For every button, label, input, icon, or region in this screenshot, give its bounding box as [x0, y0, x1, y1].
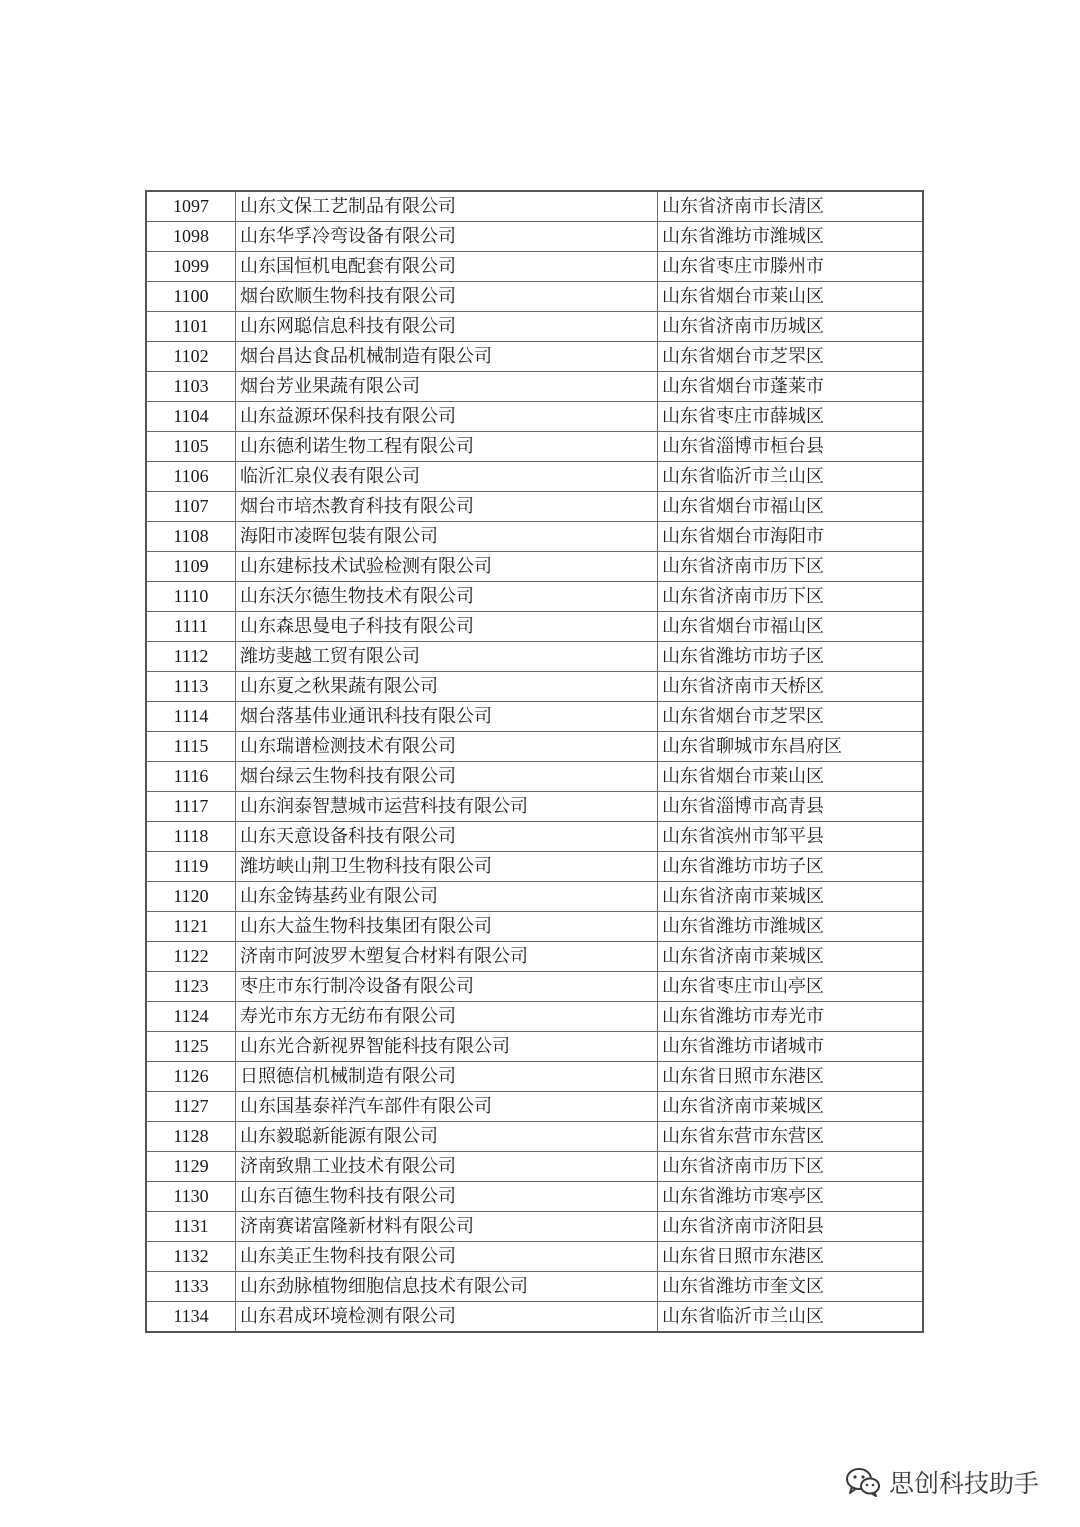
table-row: [146, 402, 923, 432]
company-list-table: [145, 190, 924, 1333]
row-number-cell: 1119: [146, 852, 236, 882]
watermark: [845, 1462, 1039, 1502]
table-row: [146, 252, 923, 282]
location-cell: 山东省济南市济阳县: [658, 1212, 924, 1242]
table-body: [146, 191, 923, 1332]
location-cell: 山东省临沂市兰山区: [658, 1302, 924, 1333]
row-number-cell: 1130: [146, 1182, 236, 1212]
row-number-cell: 1123: [146, 972, 236, 1002]
table-row: [146, 1272, 923, 1302]
row-number-cell: 1116: [146, 762, 236, 792]
company-name-cell: 山东润泰智慧城市运营科技有限公司: [236, 792, 658, 822]
table-row: [146, 372, 923, 402]
row-number-cell: 1098: [146, 222, 236, 252]
table-row: [146, 852, 923, 882]
table-row: [146, 552, 923, 582]
company-name-cell: 山东光合新视界智能科技有限公司: [236, 1032, 658, 1062]
table-row: [146, 1122, 923, 1152]
table-row: [146, 582, 923, 612]
company-name-cell: 日照德信机械制造有限公司: [236, 1062, 658, 1092]
table-row: [146, 912, 923, 942]
location-cell: 山东省潍坊市寿光市: [658, 1002, 924, 1032]
table-row: [146, 1212, 923, 1242]
location-cell: 山东省济南市天桥区: [658, 672, 924, 702]
row-number-cell: 1134: [146, 1302, 236, 1333]
table-row: [146, 1302, 923, 1333]
company-name-cell: 济南市阿波罗木塑复合材料有限公司: [236, 942, 658, 972]
company-name-cell: 寿光市东方无纺布有限公司: [236, 1002, 658, 1032]
table-row: [146, 942, 923, 972]
table-row: [146, 1182, 923, 1212]
table-row: [146, 822, 923, 852]
company-name-cell: 山东夏之秋果蔬有限公司: [236, 672, 658, 702]
company-name-cell: 山东国基泰祥汽车部件有限公司: [236, 1092, 658, 1122]
row-number-cell: 1121: [146, 912, 236, 942]
table-row: [146, 342, 923, 372]
location-cell: 山东省烟台市海阳市: [658, 522, 924, 552]
location-cell: 山东省淄博市高青县: [658, 792, 924, 822]
table-row: [146, 702, 923, 732]
row-number-cell: 1107: [146, 492, 236, 522]
company-name-cell: 海阳市凌晖包装有限公司: [236, 522, 658, 552]
company-name-cell: 山东建标技术试验检测有限公司: [236, 552, 658, 582]
company-name-cell: 山东文保工艺制品有限公司: [236, 191, 658, 222]
row-number-cell: 1125: [146, 1032, 236, 1062]
location-cell: 山东省临沂市兰山区: [658, 462, 924, 492]
location-cell: 山东省烟台市蓬莱市: [658, 372, 924, 402]
watermark-text: 思创科技助手: [889, 1469, 1040, 1498]
location-cell: 山东省枣庄市薛城区: [658, 402, 924, 432]
table-row: [146, 882, 923, 912]
company-name-cell: 临沂汇泉仪表有限公司: [236, 462, 658, 492]
location-cell: 山东省潍坊市寒亭区: [658, 1182, 924, 1212]
location-cell: 山东省济南市莱城区: [658, 942, 924, 972]
company-name-cell: 山东沃尔德生物技术有限公司: [236, 582, 658, 612]
table-row: [146, 462, 923, 492]
row-number-cell: 1115: [146, 732, 236, 762]
row-number-cell: 1104: [146, 402, 236, 432]
row-number-cell: 1108: [146, 522, 236, 552]
company-name-cell: 山东君成环境检测有限公司: [236, 1302, 658, 1333]
row-number-cell: 1109: [146, 552, 236, 582]
location-cell: 山东省聊城市东昌府区: [658, 732, 924, 762]
location-cell: 山东省东营市东营区: [658, 1122, 924, 1152]
row-number-cell: 1110: [146, 582, 236, 612]
row-number-cell: 1124: [146, 1002, 236, 1032]
row-number-cell: 1122: [146, 942, 236, 972]
company-name-cell: 枣庄市东行制冷设备有限公司: [236, 972, 658, 1002]
company-name-cell: 山东百德生物科技有限公司: [236, 1182, 658, 1212]
location-cell: 山东省潍坊市潍城区: [658, 912, 924, 942]
row-number-cell: 1131: [146, 1212, 236, 1242]
table-row: [146, 492, 923, 522]
table-row: [146, 1242, 923, 1272]
table-row: [146, 762, 923, 792]
row-number-cell: 1106: [146, 462, 236, 492]
row-number-cell: 1113: [146, 672, 236, 702]
table-row: [146, 642, 923, 672]
table-row: [146, 432, 923, 462]
location-cell: 山东省济南市历下区: [658, 582, 924, 612]
table-row: [146, 1002, 923, 1032]
company-name-cell: 山东美正生物科技有限公司: [236, 1242, 658, 1272]
table-row: [146, 972, 923, 1002]
row-number-cell: 1101: [146, 312, 236, 342]
company-name-cell: 山东益源环保科技有限公司: [236, 402, 658, 432]
location-cell: 山东省烟台市福山区: [658, 492, 924, 522]
company-name-cell: 济南致鼎工业技术有限公司: [236, 1152, 658, 1182]
company-name-cell: 山东森思曼电子科技有限公司: [236, 612, 658, 642]
table-row: [146, 191, 923, 222]
location-cell: 山东省烟台市芝罘区: [658, 342, 924, 372]
table-row: [146, 222, 923, 252]
company-name-cell: 烟台市培杰教育科技有限公司: [236, 492, 658, 522]
table-row: [146, 672, 923, 702]
company-name-cell: 山东瑞谱检测技术有限公司: [236, 732, 658, 762]
row-number-cell: 1114: [146, 702, 236, 732]
row-number-cell: 1102: [146, 342, 236, 372]
location-cell: 山东省潍坊市坊子区: [658, 642, 924, 672]
location-cell: 山东省烟台市芝罘区: [658, 702, 924, 732]
company-name-cell: 烟台绿云生物科技有限公司: [236, 762, 658, 792]
location-cell: 山东省潍坊市坊子区: [658, 852, 924, 882]
company-name-cell: 山东毅聪新能源有限公司: [236, 1122, 658, 1152]
row-number-cell: 1103: [146, 372, 236, 402]
row-number-cell: 1133: [146, 1272, 236, 1302]
company-name-cell: 烟台落基伟业通讯科技有限公司: [236, 702, 658, 732]
company-name-cell: 山东网聪信息科技有限公司: [236, 312, 658, 342]
location-cell: 山东省烟台市莱山区: [658, 282, 924, 312]
location-cell: 山东省枣庄市山亭区: [658, 972, 924, 1002]
row-number-cell: 1128: [146, 1122, 236, 1152]
table-row: [146, 1092, 923, 1122]
table-row: [146, 312, 923, 342]
table-row: [146, 522, 923, 552]
row-number-cell: 1132: [146, 1242, 236, 1272]
location-cell: 山东省淄博市桓台县: [658, 432, 924, 462]
table-row: [146, 1032, 923, 1062]
table-row: [146, 732, 923, 762]
row-number-cell: 1099: [146, 252, 236, 282]
location-cell: 山东省烟台市莱山区: [658, 762, 924, 792]
company-name-cell: 潍坊斐越工贸有限公司: [236, 642, 658, 672]
wechat-icon: [845, 1467, 881, 1497]
table-row: [146, 1152, 923, 1182]
row-number-cell: 1118: [146, 822, 236, 852]
location-cell: 山东省潍坊市奎文区: [658, 1272, 924, 1302]
row-number-cell: 1120: [146, 882, 236, 912]
company-name-cell: 山东金铸基药业有限公司: [236, 882, 658, 912]
company-name-cell: 烟台昌达食品机械制造有限公司: [236, 342, 658, 372]
company-name-cell: 山东国恒机电配套有限公司: [236, 252, 658, 282]
location-cell: 山东省济南市莱城区: [658, 882, 924, 912]
location-cell: 山东省济南市历下区: [658, 552, 924, 582]
location-cell: 山东省济南市长清区: [658, 191, 924, 222]
company-name-cell: 山东德利诺生物工程有限公司: [236, 432, 658, 462]
table-row: [146, 282, 923, 312]
location-cell: 山东省滨州市邹平县: [658, 822, 924, 852]
table-row: [146, 792, 923, 822]
row-number-cell: 1097: [146, 191, 236, 222]
company-name-cell: 山东劲脉植物细胞信息技术有限公司: [236, 1272, 658, 1302]
row-number-cell: 1111: [146, 612, 236, 642]
company-name-cell: 烟台芳业果蔬有限公司: [236, 372, 658, 402]
row-number-cell: 1117: [146, 792, 236, 822]
location-cell: 山东省枣庄市滕州市: [658, 252, 924, 282]
location-cell: 山东省潍坊市诸城市: [658, 1032, 924, 1062]
company-name-cell: 山东华孚冷弯设备有限公司: [236, 222, 658, 252]
row-number-cell: 1129: [146, 1152, 236, 1182]
location-cell: 山东省日照市东港区: [658, 1062, 924, 1092]
location-cell: 山东省潍坊市潍城区: [658, 222, 924, 252]
table-row: [146, 1062, 923, 1092]
location-cell: 山东省济南市莱城区: [658, 1092, 924, 1122]
location-cell: 山东省济南市历下区: [658, 1152, 924, 1182]
row-number-cell: 1126: [146, 1062, 236, 1092]
row-number-cell: 1127: [146, 1092, 236, 1122]
row-number-cell: 1105: [146, 432, 236, 462]
company-name-cell: 山东大益生物科技集团有限公司: [236, 912, 658, 942]
company-name-cell: 济南赛诺富隆新材料有限公司: [236, 1212, 658, 1242]
table-row: [146, 612, 923, 642]
company-name-cell: 烟台欧顺生物科技有限公司: [236, 282, 658, 312]
row-number-cell: 1100: [146, 282, 236, 312]
company-name-cell: 潍坊峡山荆卫生物科技有限公司: [236, 852, 658, 882]
row-number-cell: 1112: [146, 642, 236, 672]
location-cell: 山东省烟台市福山区: [658, 612, 924, 642]
location-cell: 山东省济南市历城区: [658, 312, 924, 342]
company-name-cell: 山东天意设备科技有限公司: [236, 822, 658, 852]
location-cell: 山东省日照市东港区: [658, 1242, 924, 1272]
